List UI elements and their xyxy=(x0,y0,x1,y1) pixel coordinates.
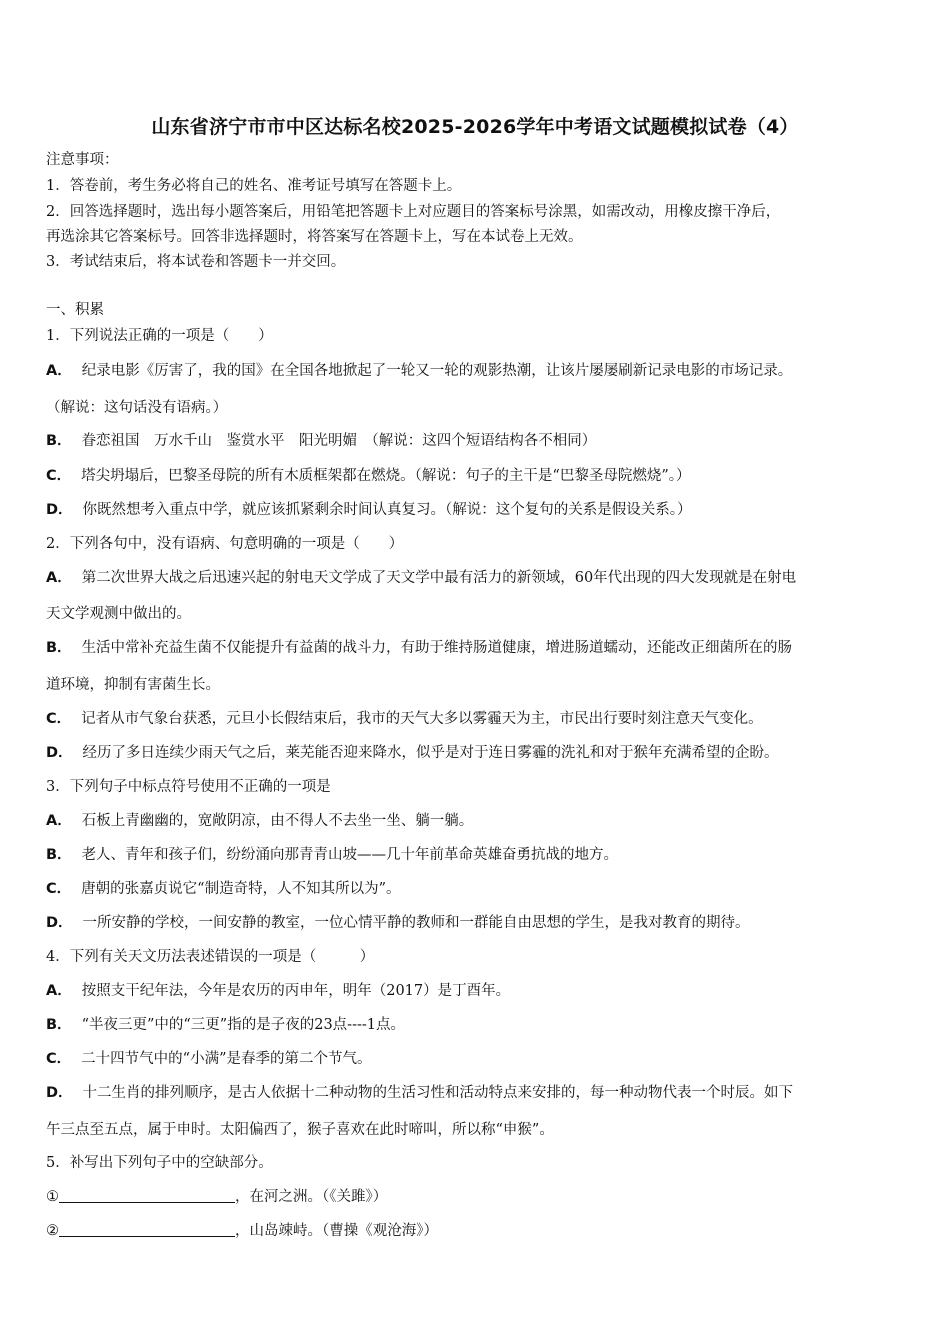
question-5-stem: 5．补写出下列句子中的空缺部分。 xyxy=(46,1155,273,1171)
fill-blank-item-1 xyxy=(46,1187,906,1207)
option-label: A． xyxy=(46,813,72,829)
question-2-option-b-cont: 道环境，抑制有害菌生长。 xyxy=(46,677,220,693)
item-number: ② xyxy=(46,1223,59,1239)
notice-heading: 注意事项： xyxy=(46,152,119,168)
question-4-option-d-cont: 午三点至五点，属于申时。太阳偏西了，猴子喜欢在此时啼叫，所以称“申猴”。 xyxy=(46,1122,554,1138)
question-2-option-a xyxy=(46,568,906,588)
option-label: B． xyxy=(46,433,72,449)
notice-item: 再选涂其它答案标号。回答非选择题时，将答案写在答题卡上，写在本试卷上无效。 xyxy=(46,229,583,245)
option-label: C． xyxy=(46,1051,72,1067)
option-label: B． xyxy=(46,847,72,863)
option-text: 经历了多日连续少雨天气之后，莱芜能否迎来降水，似乎是对于连日雾霾的洗礼和对于猴年充满希望的企盼。 xyxy=(82,745,779,761)
answer-blank[interactable] xyxy=(59,1222,235,1237)
question-3-option-d xyxy=(46,913,906,933)
page-title: 山东省济宁市市中区达标名校2025-2026学年中考语文试题模拟试卷（4） xyxy=(151,116,799,138)
option-text: 老人、青年和孩子们，纷纷涌向那青青山坡——几十年前革命英雄奋勇抗战的地方。 xyxy=(81,847,619,863)
option-label: D． xyxy=(46,745,73,761)
item-number: ① xyxy=(46,1189,59,1205)
question-1-option-a xyxy=(46,361,906,381)
question-3-option-a xyxy=(46,811,906,831)
question-4-stem: 4．下列有关天文历法表述错误的一项是（ ） xyxy=(46,949,375,965)
option-text: 第二次世界大战之后迅速兴起的射电天文学成了天文学中最有活力的新领域，60年代出现的四大发现就是在射电 xyxy=(81,570,797,586)
question-3-option-b xyxy=(46,845,906,865)
option-text: 纪录电影《厉害了，我的国》在全国各地掀起了一轮又一轮的观影热潮，让该片屡屡刷新记录电影的市场记录。 xyxy=(81,363,793,379)
fill-blank-item-2 xyxy=(46,1221,906,1241)
option-text: 生活中常补充益生菌不仅能提升有益菌的战斗力，有助于维持肠道健康，增进肠道蠕动，还能改正细菌所在的肠 xyxy=(81,640,793,656)
option-text: 二十四节气中的“小满”是春季的第二个节气。 xyxy=(81,1051,372,1067)
option-text: “半夜三更”中的“三更”指的是子夜的23点----1点。 xyxy=(81,1017,405,1033)
option-text: 记者从市气象台获悉，元旦小长假结束后，我市的天气大多以雾霾天为主，市民出行要时刻注意天气变化。 xyxy=(81,711,763,727)
question-2-stem: 2．下列各句中，没有语病、句意明确的一项是（ ） xyxy=(46,536,404,552)
option-label: D． xyxy=(46,502,73,518)
question-2-option-c xyxy=(46,709,906,729)
item-text: ，山岛竦峙。（曹操《观沧海》） xyxy=(235,1223,438,1239)
question-1-option-d xyxy=(46,500,906,520)
option-text: 塔尖坍塌后，巴黎圣母院的所有木质框架都在燃烧。（解说：句子的主干是“巴黎圣母院燃烧”。） xyxy=(81,468,691,484)
question-1-stem: 1．下列说法正确的一项是（ ） xyxy=(46,328,273,344)
question-2-option-a-cont: 天文学观测中做出的。 xyxy=(46,606,191,622)
question-2-option-d xyxy=(46,743,906,763)
option-label: B． xyxy=(46,1017,72,1033)
notice-item: 3．考试结束后，将本试卷和答题卡一并交回。 xyxy=(46,254,346,270)
question-3-option-c xyxy=(46,879,906,899)
option-label: B． xyxy=(46,640,72,656)
notice-item: 1．答卷前，考生务必将自己的姓名、准考证号填写在答题卡上。 xyxy=(46,178,462,194)
notice-item: 2．回答选择题时，选出每小题答案后，用铅笔把答题卡上对应题目的答案标号涂黑，如需改动，用橡皮擦干净后， xyxy=(46,204,781,220)
option-text: 唐朝的张嘉贞说它“制造奇特，人不知其所以为”。 xyxy=(81,881,401,897)
question-4-option-a xyxy=(46,981,906,1001)
option-label: A． xyxy=(46,570,72,586)
option-label: D． xyxy=(46,1085,73,1101)
option-text: 一所安静的学校，一间安静的教室，一位心情平静的教师和一群能自由思想的学生，是我对教育的期待。 xyxy=(82,915,750,931)
question-1-option-b xyxy=(46,431,906,451)
option-text: 石板上青幽幽的，宽敞阴凉，由不得人不去坐一坐、躺一躺。 xyxy=(81,813,474,829)
section-heading: 一、积累 xyxy=(46,302,104,318)
answer-blank[interactable] xyxy=(59,1188,235,1203)
option-label: A． xyxy=(46,983,72,999)
option-text: 十二生肖的排列顺序，是古人依据十二种动物的生活习性和活动特点来安排的，每一种动物代表一个时辰。如下 xyxy=(82,1085,794,1101)
item-text: ，在河之洲。（《关雎》） xyxy=(235,1189,388,1205)
option-label: D． xyxy=(46,915,73,931)
question-4-option-c xyxy=(46,1049,906,1069)
question-4-option-b xyxy=(46,1015,906,1035)
option-text: 按照支干纪年法，今年是农历的丙申年，明年（2017）是丁酉年。 xyxy=(81,983,511,999)
option-text: 眷恋祖国 万水千山 鉴赏水平 阳光明媚 （解说：这四个短语结构各不相同） xyxy=(81,433,597,449)
question-1-option-a-note: （解说：这句话没有语病。） xyxy=(46,400,228,416)
question-4-option-d xyxy=(46,1083,906,1103)
option-label: C． xyxy=(46,711,72,727)
option-text: 你既然想考入重点中学，就应该抓紧剩余时间认真复习。（解说：这个复句的关系是假设关系。） xyxy=(82,502,692,518)
option-label: C． xyxy=(46,468,72,484)
option-label: C． xyxy=(46,881,72,897)
question-2-option-b xyxy=(46,638,906,658)
question-3-stem: 3．下列句子中标点符号使用不正确的一项是 xyxy=(46,779,331,795)
question-1-option-c xyxy=(46,466,906,486)
option-label: A． xyxy=(46,363,72,379)
